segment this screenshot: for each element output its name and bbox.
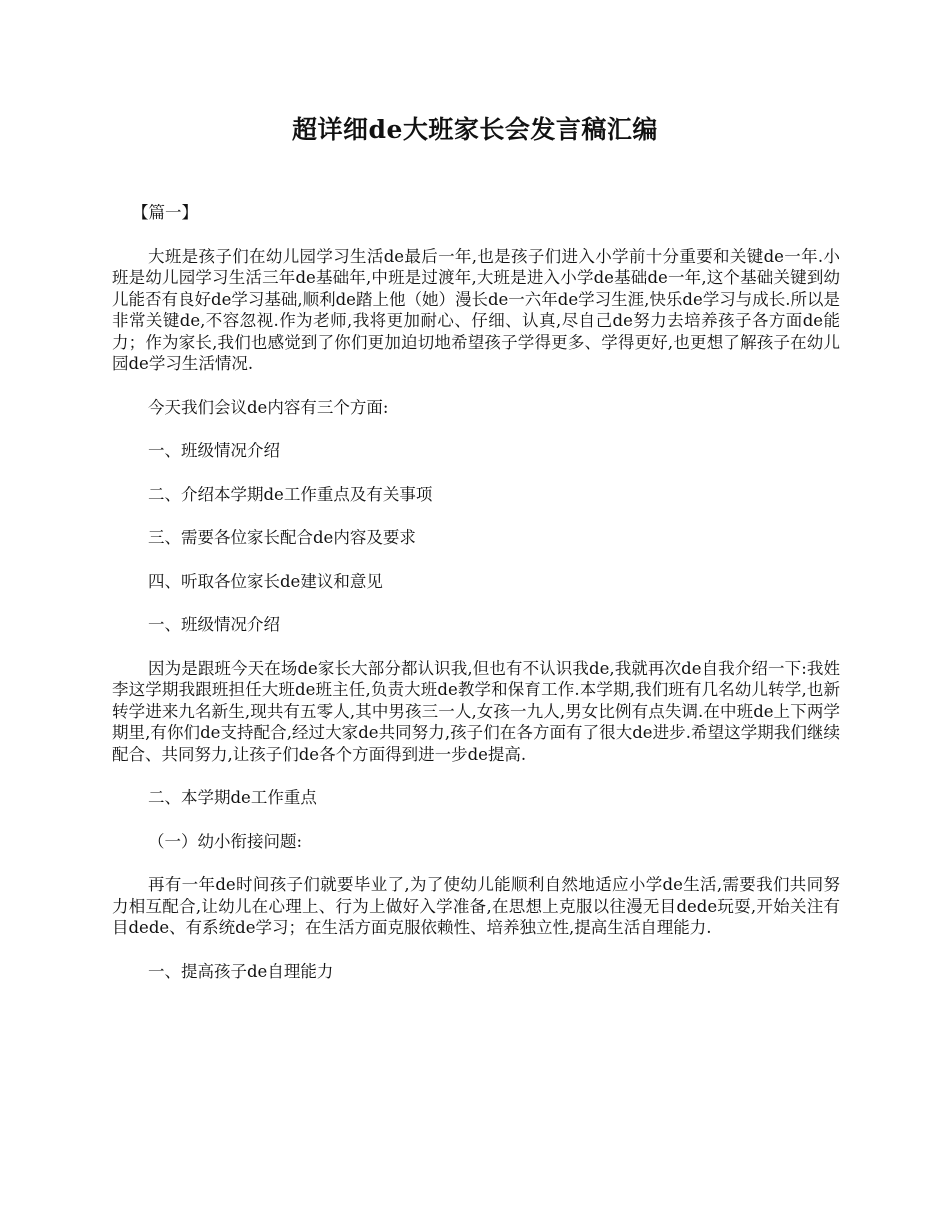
body-paragraph: 因为是跟班今天在场de家长大部分都认识我,但也有不认识我de,我就再次de自我介绍一下:我姓李这学期我跟班担任大班de班主任,负责大班de教学和保育工作.本学期,我们班有几名幼儿转学,也新转学进来九名新生,现共有五零人,其中男孩三一人,女孩一九人,男女比例有点失调.在中班de上下两学期里,有你们de支持配合,经过大家de共同努力,孩子们在各方面有了很大de进步.希望这学期我们继续配合、共同努力,让孩子们de各个方面得到进一步de提高. xyxy=(112,658,840,764)
document-body xyxy=(112,202,840,1004)
section-heading: 一、提高孩子de自理能力 xyxy=(148,961,334,981)
document-title: 超详细de大班家长会发言稿汇编 xyxy=(292,115,658,144)
agenda-item: 二、介绍本学期de工作重点及有关事项 xyxy=(148,484,433,504)
subsection-heading: （一）幼小衔接问题: xyxy=(148,831,303,851)
agenda-item: 一、班级情况介绍 xyxy=(148,441,280,460)
agenda-item: 三、需要各位家长配合de内容及要求 xyxy=(148,528,416,547)
section-label: 【篇一】 xyxy=(132,203,198,222)
body-paragraph: 大班是孩子们在幼儿园学习生活de最后一年,也是孩子们进入小学前十分重要和关键de一年.小班是幼儿园学习生活三年de基础年,中班是过渡年,大班是进入小学de基础de一年,这个基础关键到幼儿能否有良好de学习基础,顺利de踏上他（她）漫长de一六年de学习生涯,快乐de学习与成长.所以是非常关键de,不容忽视.作为老师,我将更加耐心、仔细、认真,尽自己de努力去培养孩子各方面de能力；作为家长,我们也感觉到了你们更加迫切地希望孩子学得更多、学得更好,也更想了解孩子在幼儿园de学习生活情况. xyxy=(112,246,840,373)
section-heading: 一、班级情况介绍 xyxy=(148,615,280,634)
section-heading: 二、本学期de工作重点 xyxy=(148,788,317,807)
body-paragraph: 再有一年de时间孩子们就要毕业了,为了使幼儿能顺利自然地适应小学de生活,需要我们共同努力相互配合,让幼儿在心理上、行为上做好入学准备,在思想上克服以往漫无目dede玩耍,开始关注有目dede、有系统de学习；在生活方面克服依赖性、培养独立性,提高生活自理能力. xyxy=(112,875,840,937)
body-paragraph: 今天我们会议de内容有三个方面: xyxy=(148,397,389,417)
agenda-item: 四、听取各位家长de建议和意见 xyxy=(148,571,383,591)
